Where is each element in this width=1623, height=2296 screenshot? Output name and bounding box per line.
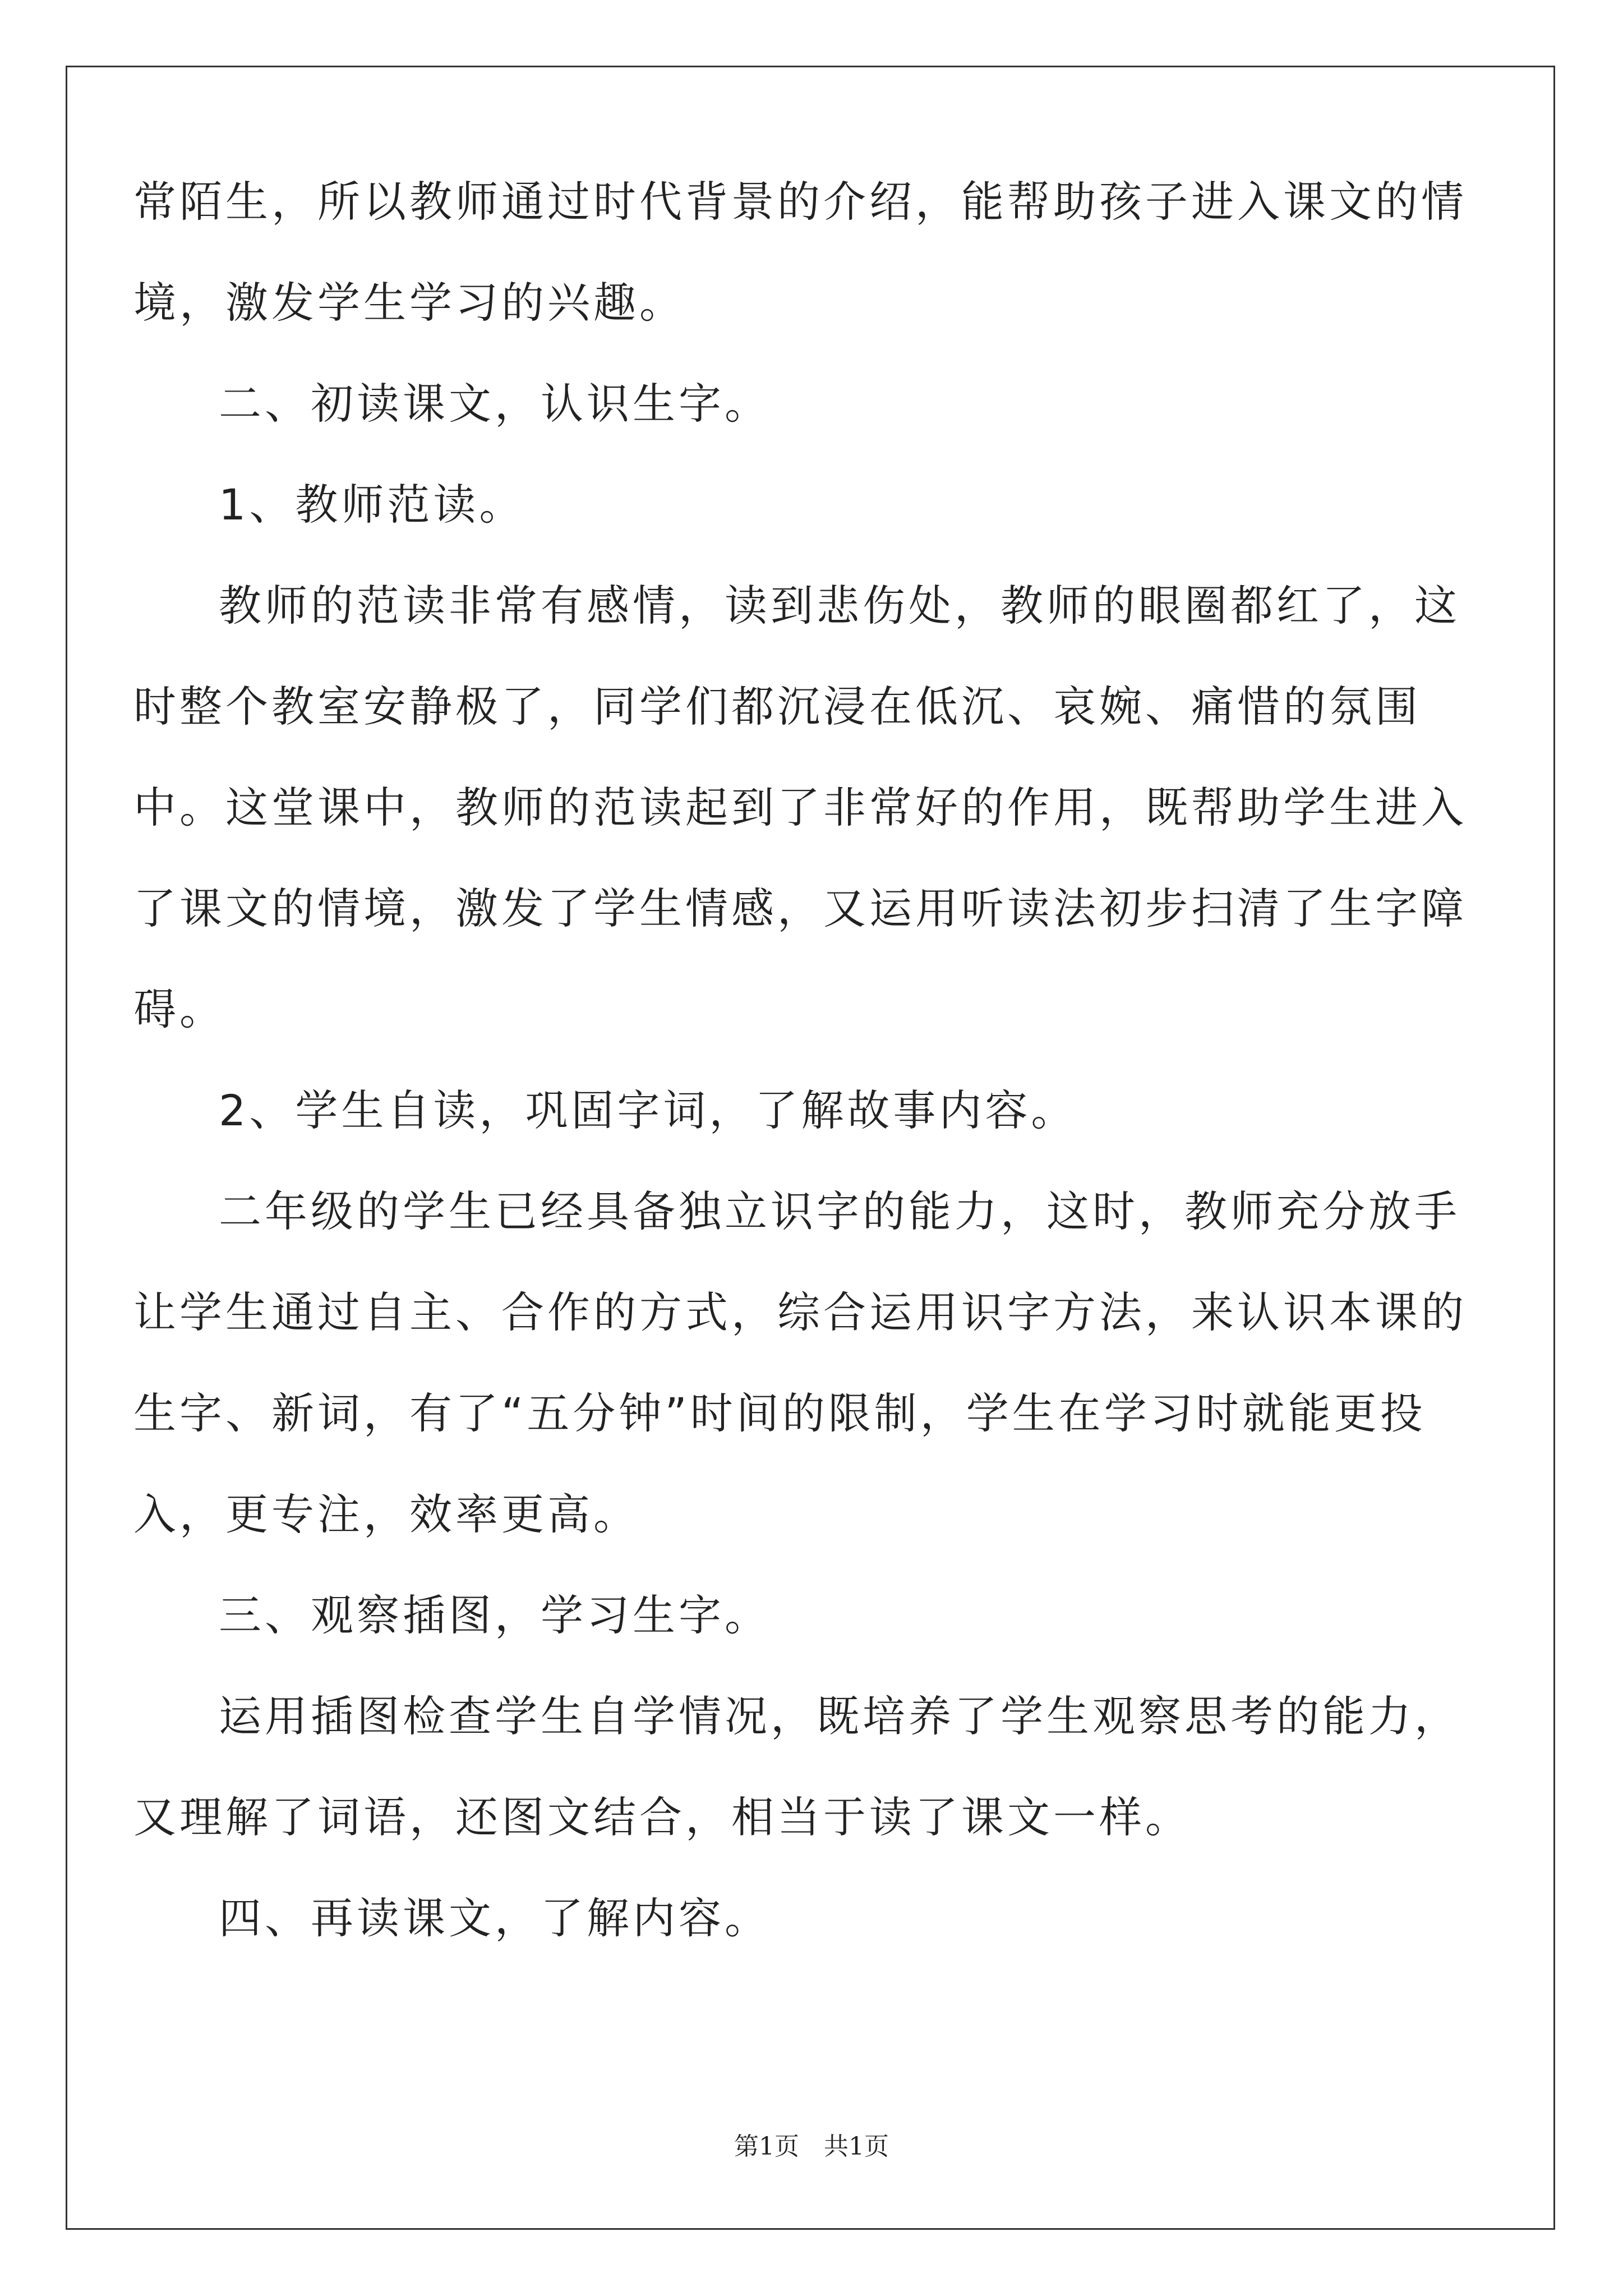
paragraph-6: 二年级的学生已经具备独立识字的能力，这时，教师充分放手让学生通过自主、合作的方式，综合运用识字方法，来认识本课的生字、新词，有了“五分钟”时间的限制，学生在学习时就能更投入，更专注，效率更高。: [133, 1186, 1467, 1539]
page-number-footer: 第1页 共1页: [734, 2132, 889, 2161]
paragraph-1: 常陌生，所以教师通过时代背景的介绍，能帮助孩子进入课文的情境，激发学生学习的兴趣。: [133, 177, 1467, 328]
paragraph-7-heading: 三、观察插图，学习生字。: [219, 1590, 771, 1640]
paragraph-3-subheading: 1、教师范读。: [219, 480, 525, 530]
document-body: [133, 151, 1491, 1969]
paragraph-5-subheading: 2、学生自读，巩固字词，了解故事内容。: [219, 1085, 1077, 1135]
paragraph-8: 运用插图检查学生自学情况，既培养了学生观察思考的能力，又理解了词语，还图文结合，相当于读了课文一样。: [133, 1691, 1460, 1842]
paragraph-4: 教师的范读非常有感情，读到悲伤处，教师的眼圈都红了，这时整个教室安静极了，同学们都沉浸在低沉、哀婉、痛惜的氛围中。这堂课中，教师的范读起到了非常好的作用，既帮助学生进入了课文的情境，激发了学生情感，又运用听读法初步扫清了生字障碍。: [133, 581, 1467, 1034]
paragraph-2-heading: 二、初读课文，认识生字。: [219, 379, 771, 429]
paragraph-9-heading: 四、再读课文，了解内容。: [219, 1893, 771, 1943]
